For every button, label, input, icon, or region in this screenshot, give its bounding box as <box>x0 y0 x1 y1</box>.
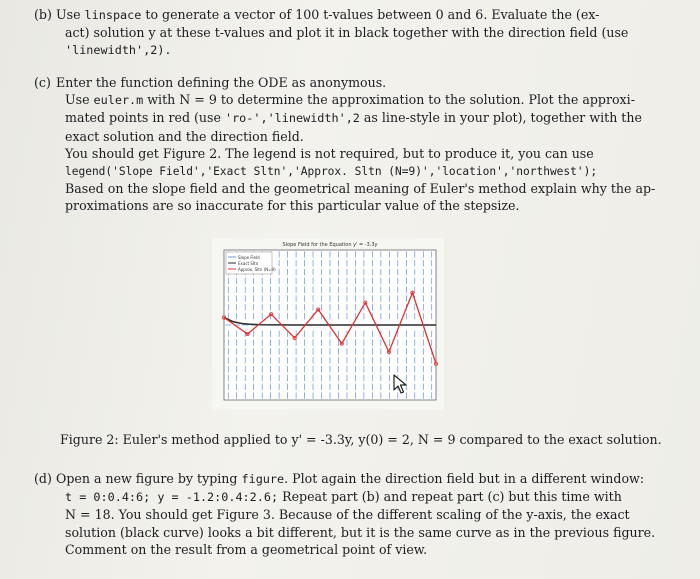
part-d-text-2: Repeat part (b) and repeat part (c) but this time with <box>278 489 622 505</box>
part-d-text-4: solution (black curve) looks a bit different, but it is the same curve as in the previous figure. <box>65 524 656 540</box>
part-c-text-4: exact solution and the direction field. <box>65 128 304 144</box>
part-b-text-1b: to generate a vector of 100 t-values between 0 and 6. Evaluate the (ex- <box>141 7 600 22</box>
part-c-text-1: Enter the function defining the ODE as anonymous. <box>56 75 387 90</box>
part-c-text-2b: with N = 9 to determine the approximation to the solution. Plot the approxi- <box>143 92 635 108</box>
part-d <box>34 470 674 558</box>
part-d-text-5: Comment on the result from a geometrical point of view. <box>65 541 428 557</box>
part-c-text-8: proximations are so inaccurate for this particular value of the stepsize. <box>65 198 520 214</box>
part-c-text-5: You should get Figure 2. The legend is not required, but to produce it, you can use <box>65 145 594 161</box>
part-c-label: (c) <box>34 75 51 90</box>
part-c <box>34 74 674 215</box>
part-b-text-1a: Use <box>56 7 85 22</box>
part-d-text-1a: Open a new figure by typing <box>56 471 242 486</box>
figure-2 <box>212 238 444 410</box>
part-c-code-style: 'ro-','linewidth',2 <box>224 111 360 126</box>
part-d-text-1b: . Plot again the direction field but in a different window: <box>284 471 645 486</box>
euler-plot <box>212 238 444 410</box>
part-c-code-legend: legend('Slope Field','Exact Sltn','Approx. Sltn (N=9)','location','northwest'); <box>65 165 598 179</box>
part-c-text-3b: as line-style in your plot), together with the <box>359 110 642 126</box>
plot-title: Slope Field for the Equation y' = -3.3y <box>282 242 378 248</box>
legend-item-approx: Approx. Sltn (N=9) <box>238 267 276 272</box>
part-c-code-euler: euler.m <box>93 93 144 108</box>
part-b <box>34 6 674 60</box>
part-d-code-figure: figure <box>241 472 285 486</box>
part-b-code-linewidth: 'linewidth',2). <box>65 43 172 58</box>
legend-box <box>226 252 276 274</box>
part-b-label: (b) <box>34 7 52 22</box>
part-c-text-3a: mated points in red (use <box>65 110 225 126</box>
legend-item-field: Slope Field <box>238 255 260 260</box>
part-c-text-7: Based on the slope field and the geometrical meaning of Euler's method explain why the ap- <box>65 181 656 197</box>
part-b-text-2: act) solution y at these t-values and plot it in black together with the direction field (use <box>65 25 629 41</box>
part-d-text-3: N = 18. You should get Figure 3. Because of the different scaling of the y-axis, the exact <box>65 507 630 523</box>
part-d-code-ranges: t = 0:0.4:6; y = -1.2:0.4:2.6; <box>65 490 279 505</box>
legend-item-exact: Exact Sltn <box>238 261 259 266</box>
part-d-label: (d) <box>34 471 52 486</box>
mouse-pointer-icon <box>393 374 409 398</box>
part-c-text-2a: Use <box>65 92 94 108</box>
figure-caption: Figure 2: Euler's method applied to y' = -3.3y, y(0) = 2, N = 9 compared to the exact solution. <box>60 432 662 447</box>
part-b-code-linspace: linspace <box>84 8 142 22</box>
